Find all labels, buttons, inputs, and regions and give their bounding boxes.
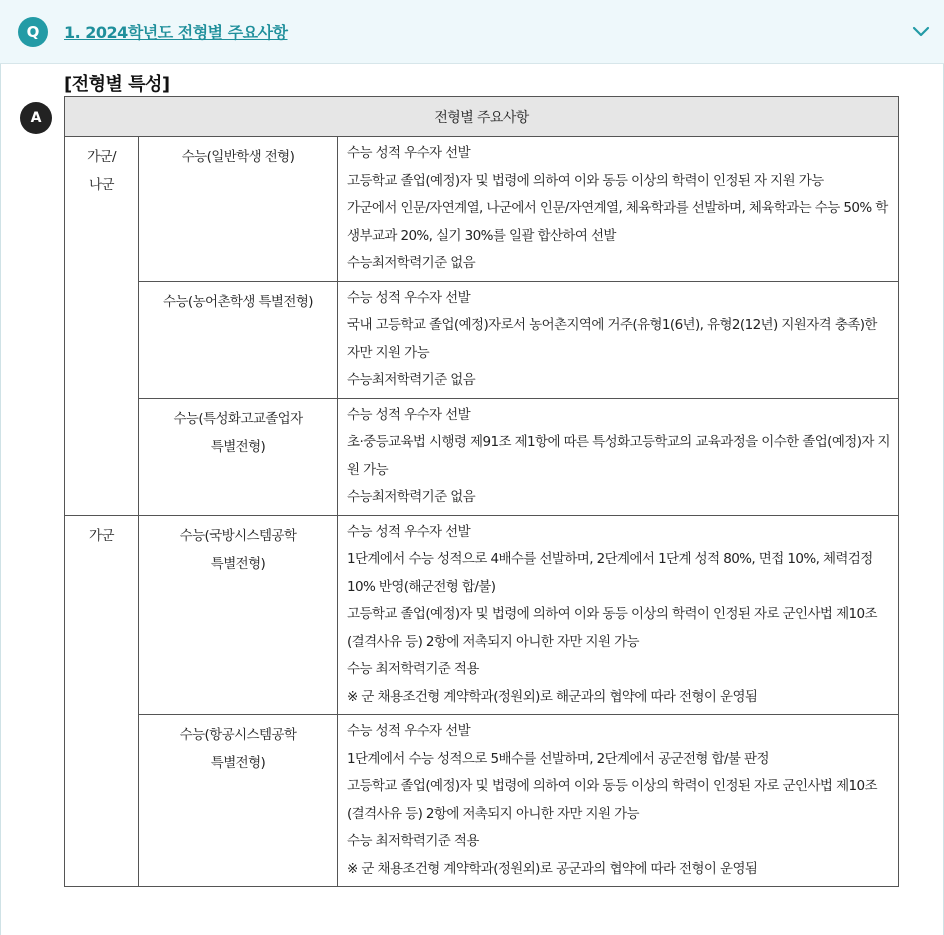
group-label: 가군/ [87,149,116,165]
question-badge: Q [18,17,48,47]
group-cell [65,515,139,887]
panel-left-border [0,64,1,935]
track-cell [139,281,338,398]
track-label: 수능(특성화고교졸업자 [173,410,303,427]
description-line: 수능최저학력기준 없음 [347,255,476,271]
group-label: 나군 [89,177,114,193]
track-label: 특별전형) [210,438,266,455]
track-cell [139,715,338,887]
track-label: 수능(항공시스템공학 [179,727,297,743]
track-cell [139,398,338,515]
table-row [65,715,899,887]
description-line: 1단계에서 수능 성적으로 5배수를 선발하며, 2단계에서 공군전형 합/불 판정 [347,750,769,767]
description-line: 수능최저학력기준 없음 [347,489,476,505]
description-line: 수능최저학력기준 없음 [347,372,476,388]
description-cell [338,515,899,715]
description-line: 초·중등교육법 시행령 제91조 제1항에 따른 특성화고등학교의 교육과정을 이수한 졸업(예정)자 지원 가능 [347,434,890,478]
track-label: 수능(농어촌학생 특별전형) [163,293,313,310]
description-line: 고등학교 졸업(예정)자 및 법령에 의하여 이와 동등 이상의 학력이 인정된 자 지원 가능 [347,172,824,189]
description-line: 1단계에서 수능 성적으로 4배수를 선발하며, 2단계에서 1단계 성적 80%, 면접 10%, 체력검정 10% 반영(해군전형 합/불) [347,551,873,595]
chevron-down-icon[interactable] [911,22,931,42]
section-heading: [전형별 특성] [64,74,170,95]
table-header: 전형별 주요사항 [65,97,899,137]
description-line: 수능 성적 우수자 선발 [347,145,471,161]
group-cell [65,137,139,516]
table-row [65,281,899,398]
description-line: 수능 성적 우수자 선발 [347,406,471,423]
table-row [65,398,899,515]
description-line: 가군에서 인문/자연계열, 나군에서 인문/자연계열, 체육학과를 선발하며, 체육학과는 수능 50% 학생부교과 20%, 실기 30%를 일괄 합산하여 선발 [347,200,888,244]
track-label: 수능(국방시스템공학 [179,527,297,544]
description-line: 수능 최저학력기준 적용 [347,833,479,849]
description-cell [338,281,899,398]
question-header[interactable] [0,0,944,64]
description-line: 고등학교 졸업(예정)자 및 법령에 의하여 이와 동등 이상의 학력이 인정된 자로 군인사법 제10조(결격사유 등) 2항에 저촉되지 아니한 자만 지원 가능 [347,606,877,650]
table-body [65,137,899,887]
description-cell [338,137,899,282]
description-line: 고등학교 졸업(예정)자 및 법령에 의하여 이와 동등 이상의 학력이 인정된 자로 군인사법 제10조(결격사유 등) 2항에 저촉되지 아니한 자만 지원 가능 [347,778,877,822]
group-label: 가군 [89,527,114,544]
description-line: ※ 군 채용조건형 계약학과(정원외)로 해군과의 협약에 따라 전형이 운영됨 [347,688,758,705]
description-line: 수능 최저학력기준 적용 [347,661,479,677]
answer-badge: A [20,102,52,134]
track-label: 수능(일반학생 전형) [181,149,295,165]
description-line: 수능 성적 우수자 선발 [347,723,471,739]
track-cell [139,515,338,715]
description-line: 국내 고등학교 졸업(예정)자로서 농어촌지역에 거주(유형1(6년), 유형2(12년) 지원자격 충족)한 자만 지원 가능 [347,317,877,361]
description-line: ※ 군 채용조건형 계약학과(정원외)로 공군과의 협약에 따라 전형이 운영됨 [347,860,758,877]
table-row [65,515,899,715]
table-row [65,137,899,282]
track-cell [139,137,338,282]
description-cell [338,398,899,515]
admission-table [64,96,899,887]
track-label: 특별전형) [210,555,266,572]
description-line: 수능 성적 우수자 선발 [347,289,471,306]
question-title-link[interactable]: 1. 2024학년도 전형별 주요사항 [64,23,288,42]
description-cell [338,715,899,887]
track-label: 특별전형) [210,755,266,771]
description-line: 수능 성적 우수자 선발 [347,523,471,540]
